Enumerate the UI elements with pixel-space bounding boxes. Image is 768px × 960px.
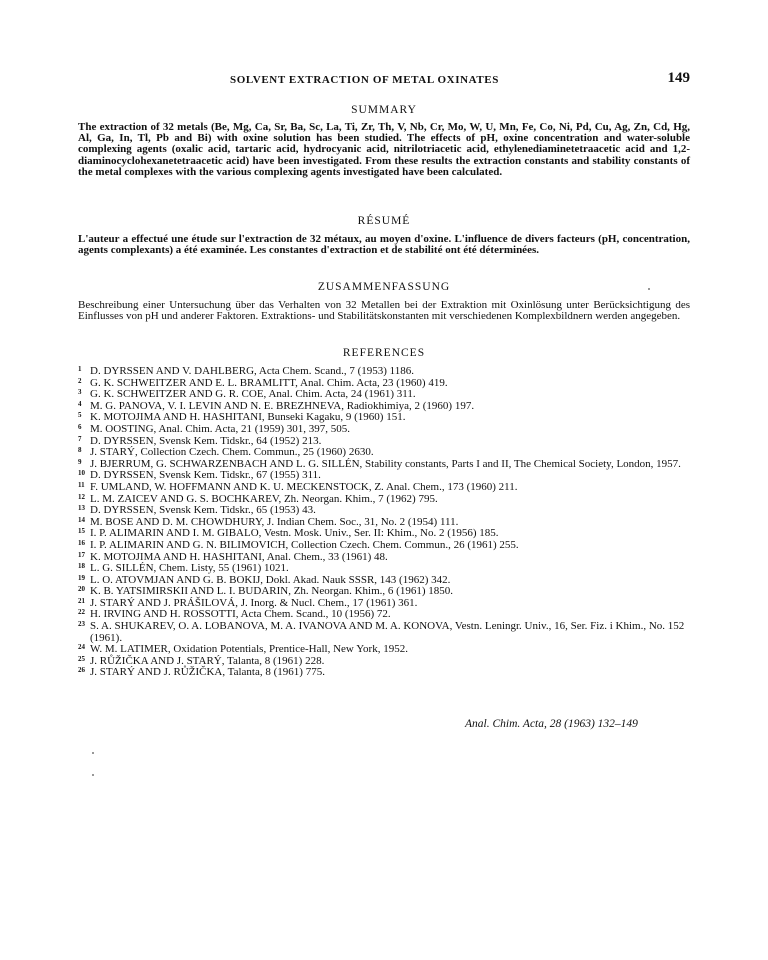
references-heading: REFERENCES bbox=[342, 347, 426, 359]
journal-citation: Anal. Chim. Acta, 28 (1963) 132–149 bbox=[465, 718, 638, 730]
reference-list bbox=[78, 366, 690, 679]
reference-number: 10 bbox=[78, 469, 85, 478]
reference-number: 3 bbox=[78, 388, 82, 397]
reference-number: 6 bbox=[78, 422, 82, 431]
summary-text: The extraction of 32 metals (Be, Mg, Ca, Sr, Ba, Sc, La, Ti, Zr, Th, V, Nb, Cr, Mo, W, U, Mn, Fe, Co, Ni, Pd, Cu, Ag, Zn, Cd, Hg, Al, Ga, In, Tl, Pb and Bi) with oxine solution has been studied. The effects of pH, oxine concentration and water-soluble complexing agents (oxalic acid, tartaric acid, hydrocyanic acid, nitrilotriacetic acid, ethylenediaminetetraacetic acid and 1,2-diaminocyclohexanetetraacetic acid) have been investigated. From these results the extraction constants and stability constants of the metal complexes with the various complexing agents investigated have been calculated. bbox=[78, 121, 690, 178]
reference-number: 26 bbox=[78, 666, 85, 675]
reference-text: F. UMLAND, W. HOFFMANN AND K. U. MECKENSTOCK, Z. Anal. Chem., 173 (1960) 211. bbox=[90, 480, 518, 493]
reference-text: J. STARÝ AND J. PRÁŠILOVÁ, J. Inorg. & Nucl. Chem., 17 (1961) 361. bbox=[90, 596, 418, 609]
reference-text: D. DYRSSEN, Svensk Kem. Tidskr., 64 (1952) 213. bbox=[90, 434, 322, 447]
reference-number: 1 bbox=[78, 365, 82, 373]
speck bbox=[92, 774, 94, 776]
reference-number: 21 bbox=[78, 596, 85, 605]
reference-item bbox=[78, 667, 690, 679]
reference-text: H. IRVING AND H. ROSSOTTI, Acta Chem. Scand., 10 (1956) 72. bbox=[90, 608, 391, 621]
reference-text: M. G. PANOVA, V. I. LEVIN AND N. E. BREZHNEVA, Radiokhimiya, 2 (1960) 197. bbox=[90, 399, 475, 412]
reference-number: 5 bbox=[78, 411, 82, 420]
reference-number: 13 bbox=[78, 504, 85, 513]
reference-number: 17 bbox=[78, 550, 85, 559]
reference-text: J. STARÝ, Collection Czech. Chem. Commun., 25 (1960) 2630. bbox=[90, 446, 374, 459]
zusammenfassung-heading: ZUSAMMENFASSUNG bbox=[317, 281, 451, 293]
reference-number: 23 bbox=[78, 620, 85, 629]
reference-text: K. B. YATSIMIRSKII AND L. I. BUDARIN, Zh. Neorgan. Khim., 6 (1961) 1850. bbox=[90, 585, 453, 598]
reference-number: 22 bbox=[78, 608, 85, 617]
reference-number: 19 bbox=[78, 573, 85, 582]
reference-text: J. RŮŽIČKA AND J. STARÝ, Talanta, 8 (1961) 228. bbox=[90, 654, 325, 667]
reference-number: 9 bbox=[78, 457, 82, 466]
reference-text: D. DYRSSEN AND V. DAHLBERG, Acta Chem. Scand., 7 (1953) 1186. bbox=[90, 365, 414, 377]
reference-number: 14 bbox=[78, 515, 85, 524]
reference-item bbox=[78, 621, 690, 644]
reference-text: D. DYRSSEN, Svensk Kem. Tidskr., 65 (1953) 43. bbox=[90, 504, 316, 517]
reference-text: J. STARÝ AND J. RŮŽIČKA, Talanta, 8 (1961) 775. bbox=[90, 666, 325, 679]
reference-text: M. OOSTING, Anal. Chim. Acta, 21 (1959) 301, 397, 505. bbox=[90, 422, 351, 435]
reference-number: 20 bbox=[78, 585, 85, 594]
resume-heading: RÉSUMÉ bbox=[357, 215, 411, 227]
reference-number: 11 bbox=[78, 480, 85, 489]
reference-text: D. DYRSSEN, Svensk Kem. Tidskr., 67 (1955) 311. bbox=[90, 469, 321, 482]
reference-text: G. K. SCHWEITZER AND G. R. COE, Anal. Chim. Acta, 24 (1961) 311. bbox=[90, 388, 416, 401]
reference-number: 18 bbox=[78, 562, 85, 571]
page-number: 149 bbox=[667, 70, 690, 86]
reference-number: 25 bbox=[78, 654, 85, 663]
reference-number: 12 bbox=[78, 492, 85, 501]
zusammenfassung-text: Beschreibung einer Untersuchung über das Verhalten von 32 Metallen bei der Extraktion mit Oxinlösung unter Berücksichtigung des Einflusses von pH und anderer Faktoren. Extraktions- und Stabilitätskonstanten mit verschiedenen Komplexbildnern werden angegeben. bbox=[78, 299, 690, 323]
speck bbox=[92, 752, 94, 754]
running-header bbox=[78, 72, 690, 88]
reference-text: S. A. SHUKAREV, O. A. LOBANOVA, M. A. IVANOVA AND M. A. KONOVA, Vestn. Leningr. Univ., 16, Ser. Fiz. i Khim., No. 152 (1961). bbox=[90, 620, 685, 644]
reference-number: 7 bbox=[78, 434, 82, 443]
reference-text: W. M. LATIMER, Oxidation Potentials, Prentice-Hall, New York, 1952. bbox=[90, 643, 408, 656]
resume-text: L'auteur a effectué une étude sur l'extraction de 32 métaux, au moyen d'oxine. L'influence de divers facteurs (pH, concentration, agents complexants) a été examinée. Les constantes d'extraction et de stabilité ont été déterminées. bbox=[78, 233, 690, 257]
summary-heading: SUMMARY bbox=[351, 104, 417, 116]
reference-number: 8 bbox=[78, 446, 82, 455]
reference-text: I. P. ALIMARIN AND G. N. BILIMOVICH, Collection Czech. Chem. Commun., 26 (1961) 255. bbox=[90, 538, 519, 551]
reference-text: L. O. ATOVMJAN AND G. B. BOKIJ, Dokl. Akad. Nauk SSSR, 143 (1962) 342. bbox=[90, 573, 451, 586]
speck bbox=[648, 288, 650, 290]
reference-number: 2 bbox=[78, 376, 82, 385]
reference-text: L. M. ZAICEV AND G. S. BOCHKAREV, Zh. Neorgan. Khim., 7 (1962) 795. bbox=[90, 492, 438, 505]
reference-text: L. G. SILLÉN, Chem. Listy, 55 (1961) 1021. bbox=[90, 562, 289, 575]
reference-number: 24 bbox=[78, 643, 85, 652]
reference-text: K. MOTOJIMA AND H. HASHITANI, Anal. Chem., 33 (1961) 48. bbox=[90, 550, 388, 563]
reference-number: 16 bbox=[78, 538, 85, 547]
reference-number: 15 bbox=[78, 527, 85, 536]
reference-number: 4 bbox=[78, 399, 82, 408]
reference-text: M. BOSE AND D. M. CHOWDHURY, J. Indian Chem. Soc., 31, No. 2 (1954) 111. bbox=[90, 515, 459, 528]
reference-text: J. BJERRUM, G. SCHWARZENBACH AND L. G. SILLÉN, Stability constants, Parts I and II, The Chemical Society, London, 1957. bbox=[90, 457, 681, 470]
reference-text: I. P. ALIMARIN AND I. M. GIBALO, Vestn. Mosk. Univ., Ser. II: Khim., No. 2 (1956) 185. bbox=[90, 527, 499, 540]
reference-text: K. MOTOJIMA AND H. HASHITANI, Bunseki Kagaku, 9 (1960) 151. bbox=[90, 411, 406, 424]
running-title: SOLVENT EXTRACTION OF METAL OXINATES bbox=[230, 74, 499, 86]
reference-text: G. K. SCHWEITZER AND E. L. BRAMLITT, Anal. Chim. Acta, 23 (1960) 419. bbox=[90, 376, 448, 389]
